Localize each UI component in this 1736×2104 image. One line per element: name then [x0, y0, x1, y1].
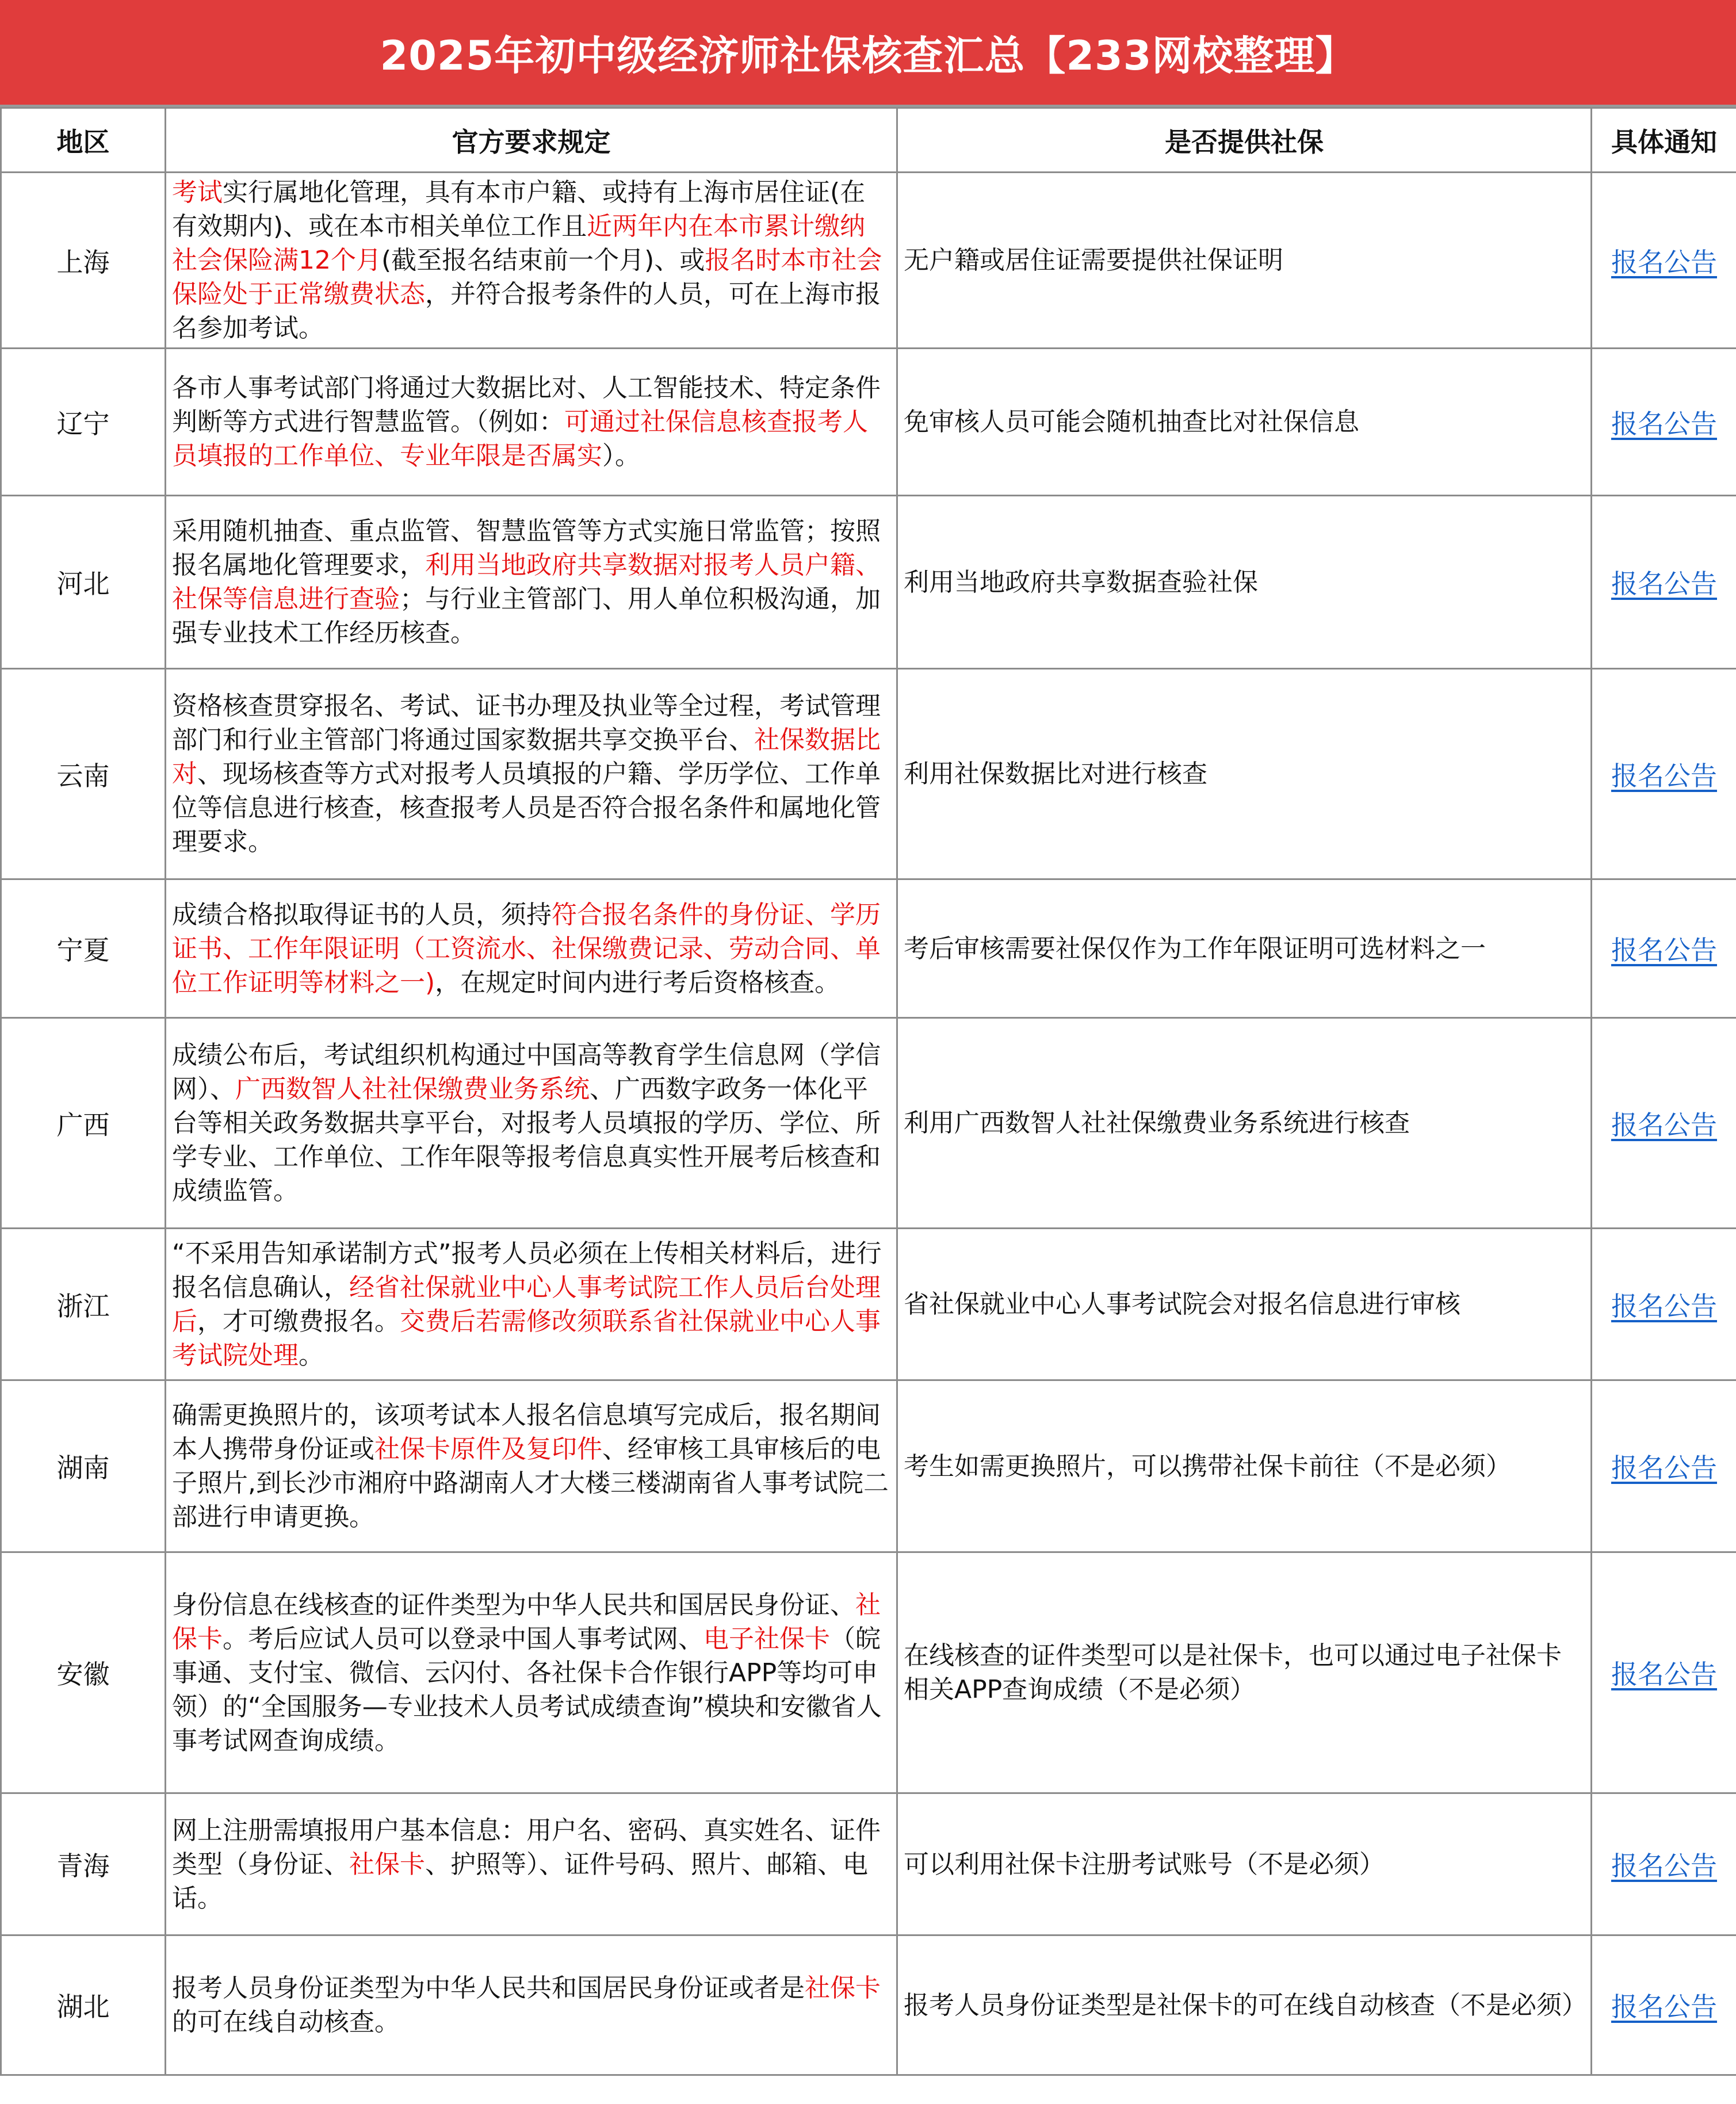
rule-text: 采用随机抽查、重点监管、智慧监管等方式实施日常监管；按照报名属地化管理要求， [172, 517, 881, 580]
region-cell: 辽宁 [1, 349, 166, 496]
region-cell: 浙江 [1, 1229, 166, 1380]
social-security-cell: 无户籍或居住证需要提供社保证明 [897, 173, 1592, 349]
notice-link[interactable]: 报名公告 [1611, 1850, 1717, 1881]
social-security-cell: 省社保就业中心人事考试院会对报名信息进行审核 [897, 1229, 1592, 1380]
notice-cell [1592, 496, 1736, 669]
table-body [1, 173, 1736, 2075]
region-cell: 河北 [1, 496, 166, 669]
highlight-text: 报名时本市社会保险处于正常缴费状态 [172, 246, 882, 309]
rule-text: 报考人员身份证类型为中华人民共和国居民身份证或者是 [172, 1973, 805, 2003]
rule-text: （皖事通、支付宝、微信、云闪付、各社保卡合作银行APP等均可申领）的“全国服务—专业技术人员考试成绩查询”模块和安徽省人事考试网查询成绩。 [172, 1624, 882, 1755]
rule-text: ，并符合报考条件的人员，可在上海市报名参加考试。 [172, 280, 881, 343]
rule-text: 资格核查贯穿报名、考试、证书办理及执业等全过程，考试管理部门和行业主管部门将通过国家数据共享交换平台、 [172, 691, 881, 755]
rule-text: ，在规定时间内进行考后资格核查。 [435, 967, 840, 997]
rule-cell [166, 669, 897, 879]
notice-cell [1592, 349, 1736, 496]
notice-link[interactable]: 报名公告 [1611, 1452, 1717, 1483]
summary-table [0, 107, 1736, 2076]
social-security-cell: 利用当地政府共享数据查验社保 [897, 496, 1592, 669]
notice-link[interactable]: 报名公告 [1611, 1659, 1717, 1690]
rule-text: 的可在线自动核查。 [172, 2007, 400, 2037]
social-security-cell: 利用社保数据比对进行核查 [897, 669, 1592, 879]
region-cell: 云南 [1, 669, 166, 879]
rule-text: 、护照等）、证件号码、照片、邮箱、电话。 [172, 1849, 868, 1913]
rule-text: (截至报名结束前一个月)、或 [381, 246, 705, 275]
rule-text: 确需更换照片的，该项考试本人报名信息填写完成后，报名期间本人携带身份证或 [172, 1401, 881, 1464]
notice-link[interactable]: 报名公告 [1611, 760, 1717, 791]
notice-link[interactable]: 报名公告 [1611, 935, 1717, 966]
region-cell: 安徽 [1, 1552, 166, 1793]
rule-cell [166, 879, 897, 1018]
highlight-text: 近两年内在本市累计缴纳社会保险满12个月 [172, 212, 866, 275]
header-rule: 官方要求规定 [166, 108, 897, 173]
page-title: 2025年初中级经济师社保核查汇总【233网校整理】 [0, 0, 1736, 107]
rule-cell [166, 1229, 897, 1380]
rule-cell [166, 1018, 897, 1229]
header-row [1, 108, 1736, 173]
rule-text: 、现场核查等方式对报考人员填报的户籍、学历学位、工作单位等信息进行核查，核查报考人员是否符合报名条件和属地化管理要求。 [172, 759, 881, 856]
social-security-cell: 考后审核需要社保仅作为工作年限证明可选材料之一 [897, 879, 1592, 1018]
social-security-cell: 可以利用社保卡注册考试账号（不是必须） [897, 1793, 1592, 1935]
rule-text: “不采用告知承诺制方式”报考人员必须在上传相关材料后，进行报名信息确认， [172, 1238, 882, 1302]
header-region: 地区 [1, 108, 166, 173]
rule-cell [166, 496, 897, 669]
notice-cell [1592, 1793, 1736, 1935]
highlight-text: 社保卡 [349, 1849, 425, 1879]
social-security-cell: 报考人员身份证类型是社保卡的可在线自动核查（不是必须） [897, 1935, 1592, 2075]
notice-cell [1592, 1380, 1736, 1552]
notice-cell [1592, 879, 1736, 1018]
highlight-text: 社保卡原件及复印件 [374, 1434, 602, 1464]
region-cell: 湖南 [1, 1380, 166, 1552]
rule-cell [166, 173, 897, 349]
rule-text: 、广西数字政务一体化平台等相关政务数据共享平台，对报考人员填报的学历、学位、所学专业、工作单位、工作年限等报考信息真实性开展考后核查和成绩监管。 [172, 1074, 881, 1206]
table-row [1, 1229, 1736, 1380]
table-row [1, 879, 1736, 1018]
table-row [1, 1018, 1736, 1229]
notice-link[interactable]: 报名公告 [1611, 1290, 1717, 1322]
rule-text: ，才可缴费报名。 [197, 1306, 400, 1336]
rule-text: ；与行业主管部门、用人单位积极沟通，加强专业技术工作经历核查。 [172, 584, 881, 648]
social-security-cell: 考生如需更换照片，可以携带社保卡前往（不是必须） [897, 1380, 1592, 1552]
highlight-text: 经省社保就业中心人事考试院工作人员后台处理后 [172, 1272, 881, 1336]
table-row [1, 1380, 1736, 1552]
highlight-text: 可通过社保信息核查报考人员填报的工作单位、专业年限是否属实 [172, 407, 868, 470]
social-security-cell: 利用广西数智人社社保缴费业务系统进行核查 [897, 1018, 1592, 1229]
highlight-text: 社保数据比对 [172, 725, 881, 789]
notice-cell [1592, 1018, 1736, 1229]
rule-text: 各市人事考试部门将通过大数据比对、人工智能技术、特定条件判断等方式进行智慧监管。（例如： [172, 373, 881, 437]
notice-cell [1592, 1552, 1736, 1793]
table-row [1, 173, 1736, 349]
rule-cell [166, 1793, 897, 1935]
header-social-security: 是否提供社保 [897, 108, 1592, 173]
highlight-text: 社保卡 [172, 1590, 881, 1654]
rule-text: 成绩合格拟取得证书的人员，须持 [172, 900, 552, 929]
region-cell: 上海 [1, 173, 166, 349]
social-security-cell: 免审核人员可能会随机抽查比对社保信息 [897, 349, 1592, 496]
rule-text: 。考后应试人员可以登录中国人事考试网、 [223, 1624, 703, 1654]
rule-text: 身份信息在线核查的证件类型为中华人民共和国居民身份证、 [172, 1590, 855, 1620]
table-row [1, 1793, 1736, 1935]
notice-cell [1592, 1229, 1736, 1380]
rule-text: 、经审核工具审核后的电子照片,到长沙市湘府中路湖南人才大楼三楼湖南省人事考试院二部进行申请更换。 [172, 1434, 889, 1532]
notice-cell [1592, 669, 1736, 879]
table-row [1, 349, 1736, 496]
highlight-text: 符合报名条件的身份证、学历证书、工作年限证明（工资流水、社保缴费记录、劳动合同、单位工作证明等材料之一) [172, 900, 881, 997]
region-cell: 宁夏 [1, 879, 166, 1018]
notice-cell [1592, 173, 1736, 349]
highlight-text: 交费后若需修改须联系省社保就业中心人事考试院处理 [172, 1306, 881, 1370]
header-notice: 具体通知 [1592, 108, 1736, 173]
rule-text: 成绩公布后，考试组织机构通过中国高等教育学生信息网（学信网）、 [172, 1040, 881, 1104]
rule-text: 实行属地化管理，具有本市户籍、或持有上海市居住证(在有效期内)、或在本市相关单位工作且 [172, 178, 866, 241]
highlight-text: 利用当地政府共享数据对报考人员户籍、社保等信息进行查验 [172, 550, 881, 614]
rule-text: 。 [299, 1340, 324, 1370]
region-cell: 青海 [1, 1793, 166, 1935]
table-row [1, 1935, 1736, 2075]
region-cell: 湖北 [1, 1935, 166, 2075]
notice-cell [1592, 1935, 1736, 2075]
notice-link[interactable]: 报名公告 [1611, 1109, 1717, 1141]
highlight-text: 电子社保卡 [703, 1624, 830, 1654]
table-row [1, 669, 1736, 879]
social-security-cell: 在线核查的证件类型可以是社保卡，也可以通过电子社保卡相关APP查询成绩（不是必须） [897, 1552, 1592, 1793]
notice-link[interactable]: 报名公告 [1611, 1991, 1717, 2022]
highlight-text: 考试 [172, 178, 223, 207]
notice-link[interactable]: 报名公告 [1611, 246, 1717, 278]
rule-cell [166, 1552, 897, 1793]
rule-text: 网上注册需填报用户基本信息：用户名、密码、真实姓名、证件类型（身份证、 [172, 1815, 881, 1879]
table-row [1, 496, 1736, 669]
rule-cell [166, 349, 897, 496]
rule-cell [166, 1935, 897, 2075]
rule-text: ）。 [602, 441, 640, 470]
notice-link[interactable]: 报名公告 [1611, 568, 1717, 599]
rule-cell [166, 1380, 897, 1552]
highlight-text: 社保卡 [805, 1973, 881, 2003]
table-row [1, 1552, 1736, 1793]
notice-link[interactable]: 报名公告 [1611, 408, 1717, 439]
region-cell: 广西 [1, 1018, 166, 1229]
highlight-text: 广西数智人社社保缴费业务系统 [235, 1074, 590, 1104]
